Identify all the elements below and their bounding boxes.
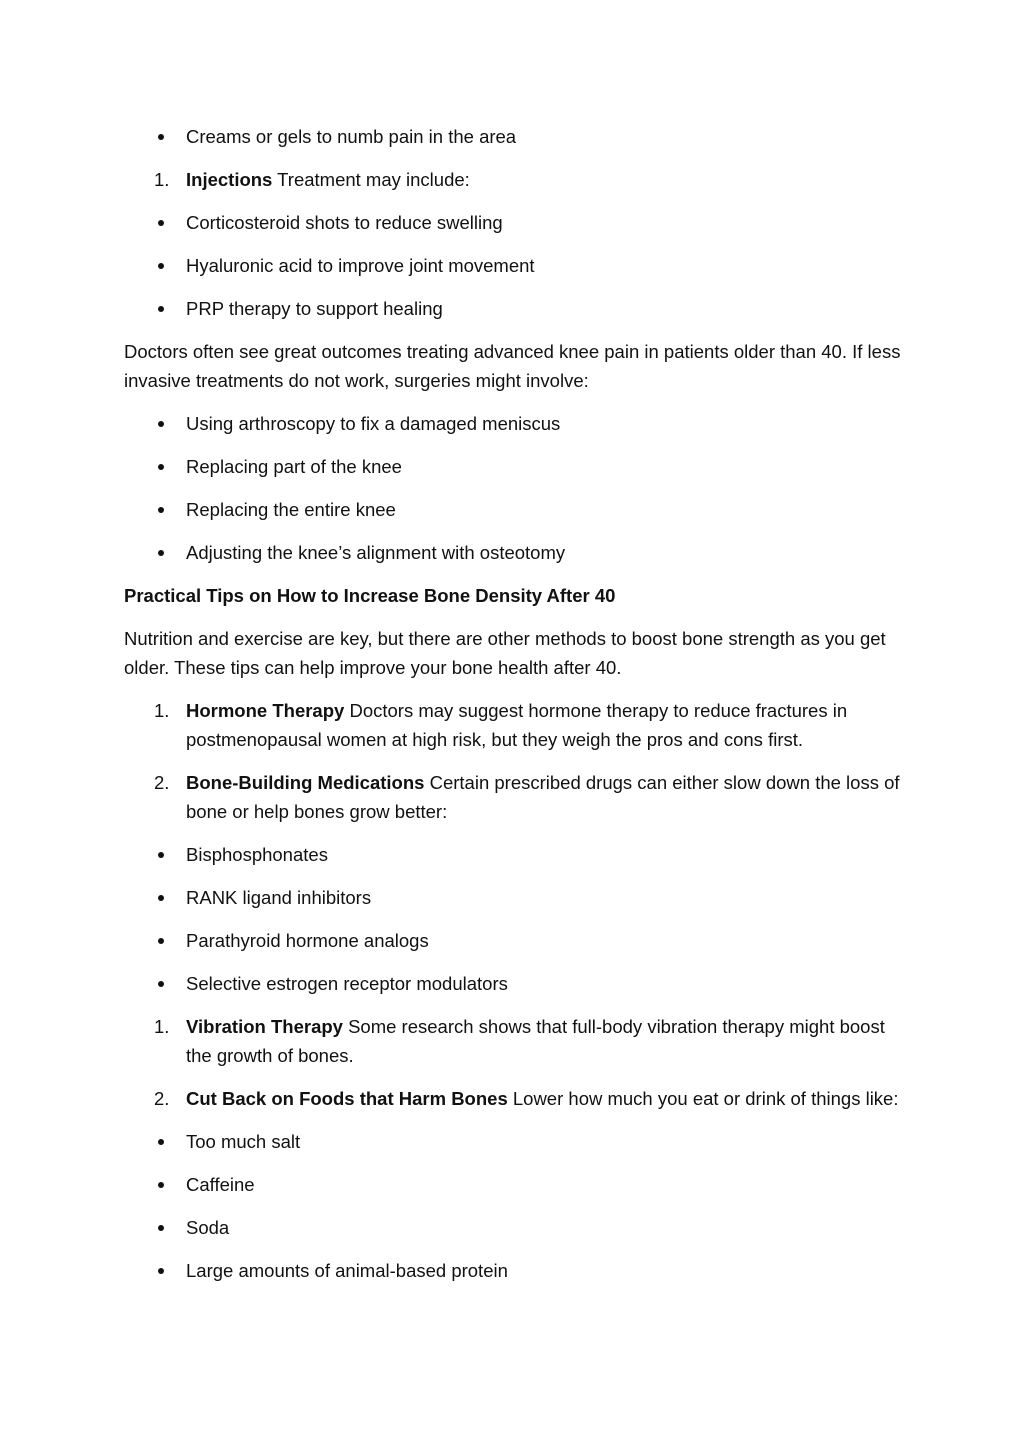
bullet-icon (158, 220, 164, 226)
item-text: Lower how much you eat or drink of things like: (507, 1088, 899, 1109)
numbered-item (124, 165, 914, 194)
numbered-item (124, 768, 914, 826)
bullet-icon (158, 938, 164, 944)
list-item (124, 1213, 914, 1242)
numbered-item (124, 696, 914, 754)
item-text: Certain prescribed drugs can either slow down the loss of bone or help bones grow better: (186, 772, 900, 822)
list-item (124, 1127, 914, 1156)
list-item-text: Large amounts of animal-based protein (186, 1260, 508, 1281)
item-title: Injections (186, 169, 273, 190)
item-number: 2. (154, 772, 170, 793)
bullet-icon (158, 306, 164, 312)
list-item-text: Using arthroscopy to fix a damaged meniscus (186, 413, 561, 434)
bullet-icon (158, 134, 164, 140)
bullet-icon (158, 981, 164, 987)
item-text: Doctors may suggest hormone therapy to reduce fractures in postmenopausal women at high risk, but they weigh the pros and cons first. (186, 700, 848, 750)
list-item-text: PRP therapy to support healing (186, 298, 443, 319)
item-text: Some research shows that full-body vibration therapy might boost the growth of bones. (186, 1016, 885, 1066)
bullet-icon (158, 1268, 164, 1274)
list-item-text: RANK ligand inhibitors (186, 887, 372, 908)
paragraph: Nutrition and exercise are key, but there are other methods to boost bone strength as you get older. These tips can help improve your bone health after 40. (124, 628, 886, 678)
list-item (124, 969, 914, 998)
bullet-icon (158, 1225, 164, 1231)
bullet-icon (158, 895, 164, 901)
item-title: Cut Back on Foods that Harm Bones (186, 1088, 508, 1109)
list-item-text: Too much salt (186, 1131, 301, 1152)
bullet-icon (158, 263, 164, 269)
list-item (124, 122, 914, 151)
item-title: Hormone Therapy (186, 700, 345, 721)
list-item-text: Parathyroid hormone analogs (186, 930, 429, 951)
list-item (124, 452, 914, 481)
list-item-text: Creams or gels to numb pain in the area (186, 126, 517, 147)
list-item-text: Hyaluronic acid to improve joint movement (186, 255, 535, 276)
list-item-text: Soda (186, 1217, 230, 1238)
list-item-text: Corticosteroid shots to reduce swelling (186, 212, 503, 233)
bullet-icon (158, 1182, 164, 1188)
item-title: Bone-Building Medications (186, 772, 425, 793)
list-item (124, 926, 914, 955)
numbered-item (124, 1084, 914, 1113)
bullet-icon (158, 464, 164, 470)
numbered-item (124, 1012, 914, 1070)
item-number: 1. (154, 1016, 170, 1037)
list-item-text: Selective estrogen receptor modulators (186, 973, 508, 994)
bullet-icon (158, 507, 164, 513)
paragraph: Doctors often see great outcomes treating advanced knee pain in patients older than 40. If less invasive treatments do not work, surgeries might involve: (124, 341, 901, 391)
list-item (124, 409, 914, 438)
list-item (124, 840, 914, 869)
bullet-icon (158, 421, 164, 427)
item-text: Treatment may include: (272, 169, 470, 190)
list-item (124, 1256, 914, 1285)
item-number: 1. (154, 700, 170, 721)
item-number: 2. (154, 1088, 170, 1109)
item-number: 1. (154, 169, 170, 190)
list-item-text: Caffeine (186, 1174, 255, 1195)
bullet-icon (158, 1139, 164, 1145)
list-item (124, 251, 914, 280)
section-heading: Practical Tips on How to Increase Bone Density After 40 (124, 585, 616, 606)
list-item (124, 495, 914, 524)
list-item (124, 1170, 914, 1199)
item-title: Vibration Therapy (186, 1016, 343, 1037)
list-item (124, 208, 914, 237)
list-item (124, 538, 914, 567)
list-item-text: Bisphosphonates (186, 844, 328, 865)
list-item-text: Adjusting the knee’s alignment with osteotomy (186, 542, 566, 563)
list-item (124, 294, 914, 323)
list-item-text: Replacing the entire knee (186, 499, 396, 520)
bullet-icon (158, 550, 164, 556)
bullet-icon (158, 852, 164, 858)
list-item-text: Replacing part of the knee (186, 456, 402, 477)
list-item (124, 883, 914, 912)
